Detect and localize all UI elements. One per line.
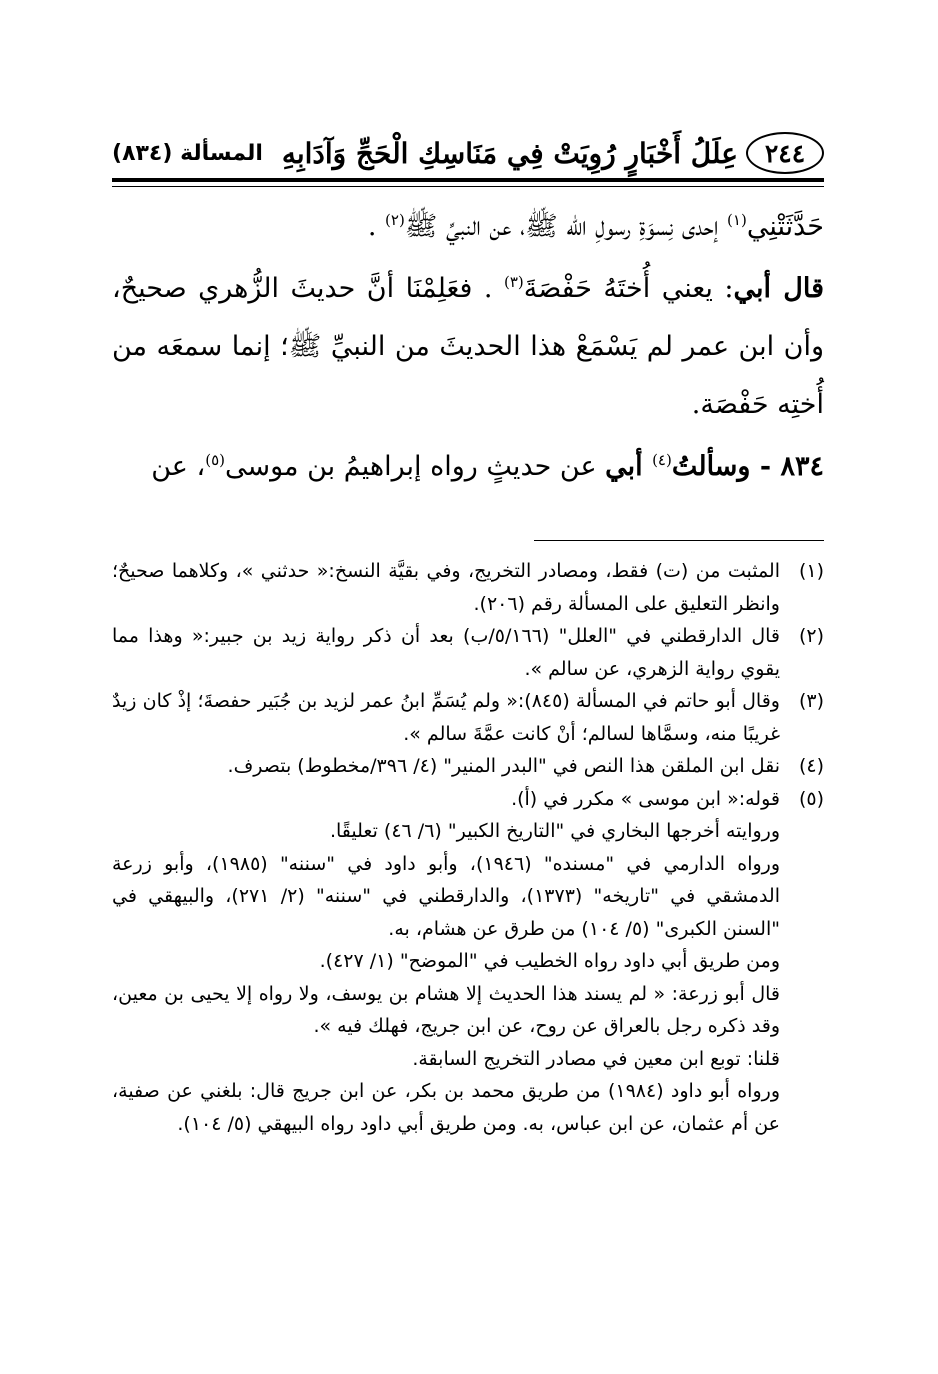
p2-text1: : يعني أُختَهُ حَفْصَةَ [523,273,734,304]
footnote-line: ورواه أبو داود (١٩٨٤) من طريق محمد بن بكر، عن ابن جريج قال: بلغني عن صفية، عن أم عثمان، عن ابن عباس، به. ومن طريق أبي داود رواه البيهقي (٥/ ١٠٤). [112,1080,780,1135]
p1-end: . [367,211,386,242]
footnote-line: وروايته أخرجها البخاري في "التاريخ الكبير" (٦/ ٤٦) تعليقًا. [329,820,780,842]
footnote-ref-5: (٥) [205,451,225,469]
footnote-number: (٢) [798,625,824,647]
footnote-number: (٣) [798,690,824,712]
header-rule-thick [112,178,824,182]
p3-text2: ، عن [151,451,206,482]
page-number: ٢٤٤ [746,132,824,174]
footnote-line: قلنا: توبع ابن معين في مصادر التخريج السابقة. [412,1047,780,1070]
footnote-3 [112,685,824,750]
footnote-number: (١) [798,560,824,582]
footnote-line: ورواه الدارمي في "مسنده" (١٩٤٦)، وأبو داود في "سننه" (١٩٨٥)، وأبو زرعة الدمشقي في "تاريخه" (١٣٧٣)، والدارقطني في "سننه" (٢/ ٢٧١)، والبيهقي في "السنن الكبرى" (٥/ ١٠٤) من طرق عن هشام، به. [112,852,781,940]
p3-bold: ٨٣٤ - وسألتُ [671,451,824,482]
footnote-line: قال أبو زرعة: « لم يسند هذا الحديث إلا هشام بن يوسف، ولا رواه إلا يحيى بن معين، وقد ذكره رجل بالعراق عن روح، عن ابن جريج، فهلك فيه ». [112,982,780,1037]
footnote-ref-3: (٣) [503,273,524,291]
paragraph-2 [112,260,824,434]
issue-label: المسألة (٨٣٤) [112,140,263,166]
footnote-line: ومن طريق أبي داود رواه الخطيب في "الموضح" (١/ ٤٢٧). [319,950,780,972]
paragraph-1 [112,198,824,256]
footnote-5 [112,783,824,816]
footnote-separator [534,540,824,541]
footnote-number: (٤) [798,755,824,777]
main-text [112,198,824,500]
footnote-number: (٥) [798,787,824,810]
footnote-ref-2: (٢) [385,211,405,229]
p2-bold: قال أبي [733,273,824,304]
book-title: عِلَلُ أَخْبَارٍ رُوِيَتْ فِي مَنَاسِكِ الْحَجِّ وَآدَابِهِ [281,136,738,170]
footnote-4 [112,750,824,783]
footnote-text: قال الدارقطني في "العلل" (٥/١٦٦/ب) بعد أن ذكر رواية زيد بن جبير:« وهذا مما يقوي رواية الزهري، عن سالم ». [112,625,780,680]
p3-text1: عن حديثٍ رواه إبراهيمُ بن موسى [224,451,606,482]
paragraph-3 [112,438,824,496]
footnote-5-continuation [112,815,824,1140]
footnote-ref-1: (١) [727,211,747,229]
footnote-text: قوله:« ابن موسى » مكرر في (أ). [511,787,780,810]
footnotes [112,555,824,1140]
p3-bold2: أبي [605,451,653,482]
page-header [112,128,824,178]
footnote-text: نقل ابن الملقن هذا النص في "البدر المنير" (٤/ ٣٩٦/مخطوط) بتصرف. [227,755,780,777]
p2-text2: . فعَلِمْنَا أنَّ حديثَ الزُّهري صحيحٌ، وأن ابن عمر لم يَسْمَعْ هذا الحديثَ من النبيِّ ﷺ؛ إنما سمعَه من أُختِه حَفْصَة. [112,273,824,420]
footnote-ref-4: (٤) [652,451,672,469]
header-rule-thin [112,186,824,187]
footnote-1 [112,555,824,620]
footnote-text: المثبت من (ت) فقط، ومصادر التخريج، وفي بقيَّة النسخ:« حدثني »، وكلاهما صحيحٌ؛ وانظر التعليق على المسألة رقم (٢٠٦). [112,560,780,615]
p1-text: حَدَّثَتْنِي [746,211,824,242]
footnote-2 [112,620,824,685]
footnote-text: وقال أبو حاتم في المسألة (٨٤٥):« ولم يُسَمِّ ابنُ عمر لزيد بن جُبَير حفصةَ؛ إذْ كان زيدٌ غريبًا منه، وسمَّاها لسالم؛ أنْ كانت عمَّةَ سالم ». [112,690,780,745]
p1-rest: إحدى نِسوَةِ رسولِ الله ﷺ، عن النبيِّ ﷺ [404,211,728,242]
